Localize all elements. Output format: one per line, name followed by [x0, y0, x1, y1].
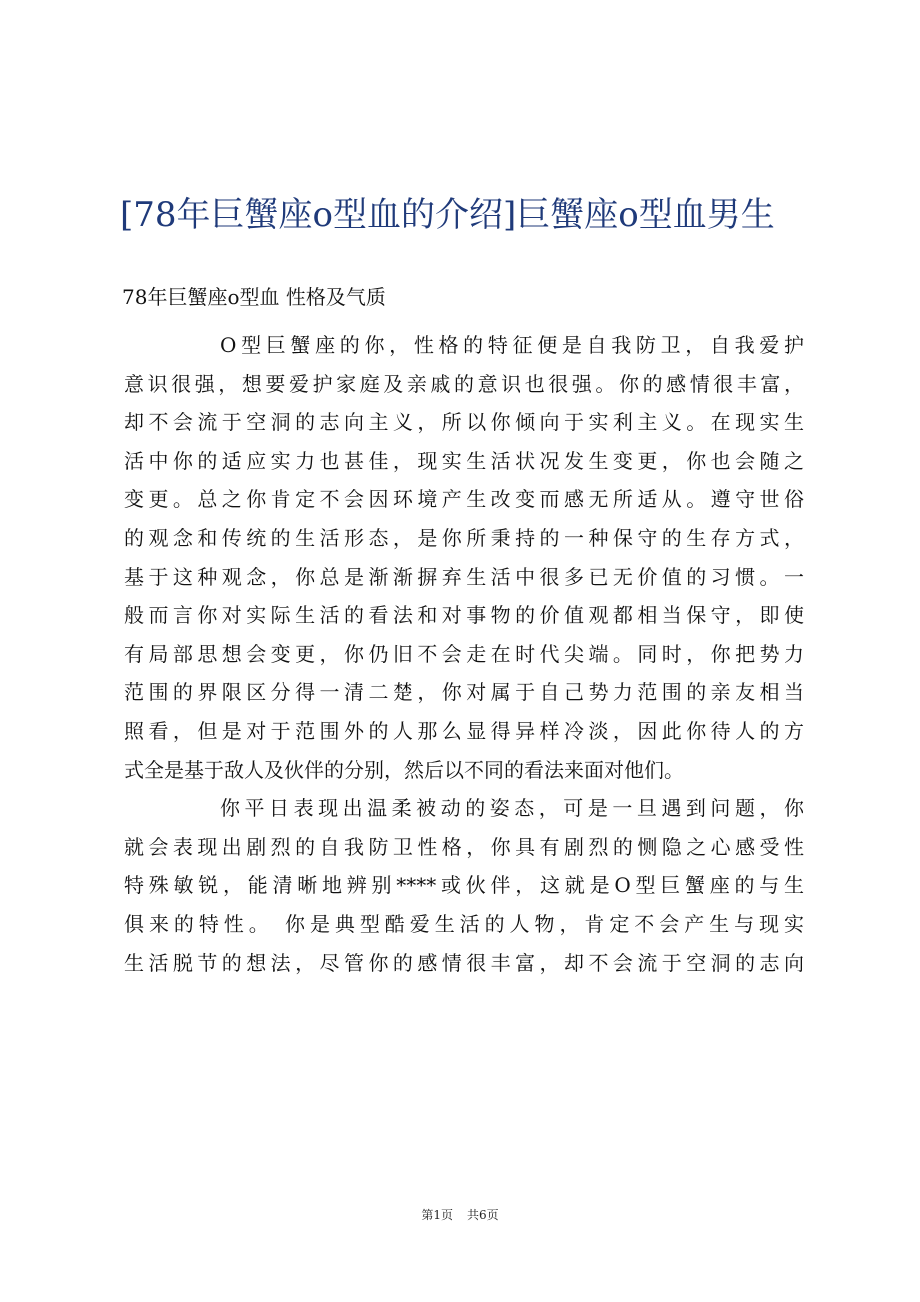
text-line: 俱来的特性。 你是典型酷爱生活的人物，肯定不会产生与现实: [124, 911, 804, 936]
text-line: O型巨蟹座的你，性格的特征便是自我防卫，自我爱护: [220, 333, 804, 357]
section-heading: 78年巨蟹座o型血 性格及气质: [122, 285, 386, 309]
text-line: 有局部思想会变更，你仍旧不会走在时代尖端。同时，你把势力: [124, 641, 804, 666]
text-line: 就会表现出剧烈的自我防卫性格，你具有剧烈的恻隐之心感受性: [124, 834, 804, 859]
page-total: 共6页: [467, 1208, 499, 1222]
text-line: 的观念和传统的生活形态，是你所秉持的一种保守的生存方式，: [124, 525, 804, 550]
text-line: 却不会流于空洞的志向主义，所以你倾向于实利主义。在现实生: [124, 410, 804, 435]
text-line: 般而言你对实际生活的看法和对事物的价值观都相当保守，即使: [124, 603, 804, 628]
text-line: 变更。总之你肯定不会因环境产生改变而感无所适从。遵守世俗: [124, 487, 804, 512]
text-line: 范围的界限区分得一清二楚，你对属于自己势力范围的亲友相当: [124, 680, 804, 705]
text-line: 照看，但是对于范围外的人那么显得异样冷淡，因此你待人的方: [124, 718, 804, 743]
document-title: [78年巨蟹座o型血的介绍]巨蟹座o型血男生: [120, 195, 775, 235]
page-number: 第1页: [421, 1208, 453, 1222]
text-line: 你平日表现出温柔被动的姿态，可是一旦遇到问题，你: [220, 796, 804, 821]
paragraph-1: [124, 326, 804, 789]
paragraph-2: [124, 789, 804, 982]
text-line: 基于这种观念，你总是渐渐摒弃生活中很多已无价值的习惯。一: [124, 564, 804, 589]
text-line: 式全是基于敌人及伙伴的分别，然后以不同的看法来面对他们。: [124, 757, 684, 782]
document-body: [124, 326, 804, 982]
text-line: 活中你的适应实力也甚佳，现实生活状况发生变更，你也会随之: [124, 448, 804, 473]
text-line: 特殊敏锐，能清晰地辨别****或伙伴，这就是O型巨蟹座的与生: [124, 873, 804, 898]
text-line: 生活脱节的想法，尽管你的感情很丰富，却不会流于空洞的志向: [124, 950, 804, 975]
text-line: 意识很强，想要爱护家庭及亲戚的意识也很强。你的感情很丰富，: [124, 371, 804, 396]
page-footer: [0, 1206, 920, 1224]
